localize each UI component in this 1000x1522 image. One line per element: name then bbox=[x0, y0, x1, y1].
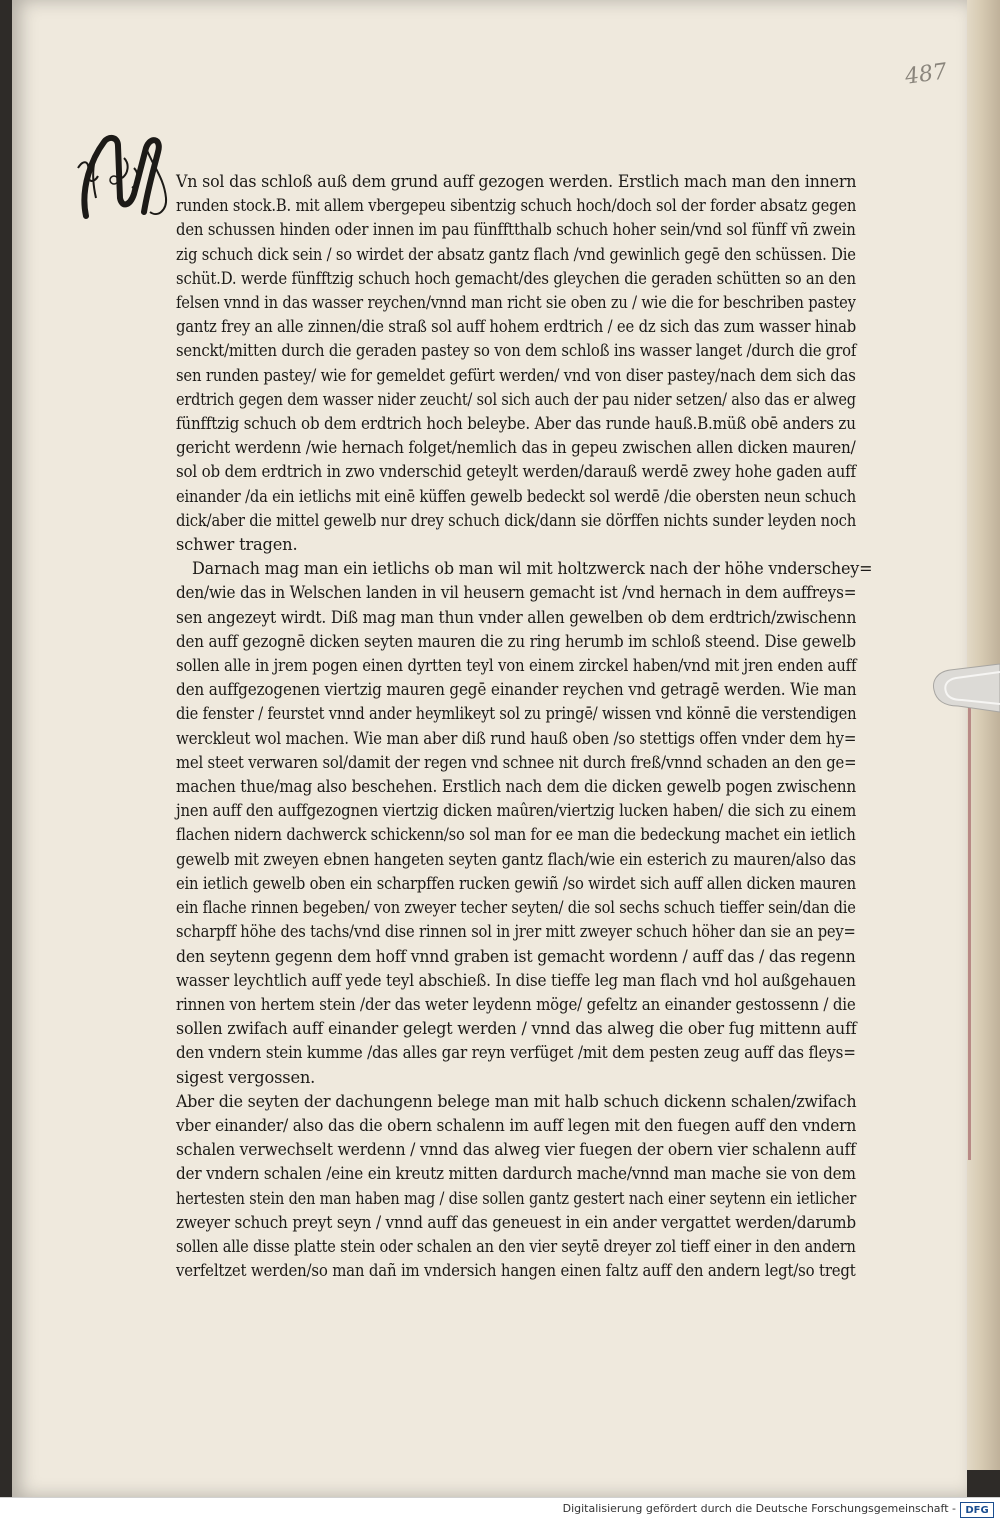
text-line: gericht werdenn /wie hernach folget/nemlich das in gepeu zwischen allen dicken mauren/ bbox=[176, 438, 856, 458]
text-line: den auff gezognē dicken seyten mauren die zu ring herumb im schloß steend. Dise gewelb bbox=[176, 631, 856, 651]
text-line: schwer tragen. bbox=[176, 535, 298, 555]
text-line: sol ob dem erdtrich in zwo vnderschid geteylt werden/darauß werdē zwey hohe gaden auff bbox=[176, 462, 856, 482]
text-line: die fenster / feurstet vnnd ander heymlikeyt sol zu pringē/ wissen vnd könnē die verstendigen bbox=[176, 704, 857, 724]
text-line: runden stock.B. mit allem vbergepeu sibentzig schuch hoch/doch sol der forder absatz gegen bbox=[176, 196, 857, 216]
text-line: fünfftzig schuch ob dem erdtrich hoch beleybe. Aber das runde hauß.B.müß obē anders zu bbox=[176, 414, 856, 434]
folio-number: 487 bbox=[903, 59, 949, 90]
text-line: schalen verwechselt werdenn / vnnd das alweg vier fuegen der obern vier schalenn auff bbox=[176, 1140, 856, 1160]
text-line: sollen alle in jrem pogen einen dyrtten teyl von einem zirckel haben/vnd mit jren enden auff bbox=[176, 656, 857, 676]
footer-bar bbox=[0, 1497, 1000, 1522]
page-clip bbox=[930, 662, 1000, 714]
text-line: Aber die seyten der dachungenn belege man mit halb schuch dickenn schalen/zwifach bbox=[176, 1091, 857, 1111]
text-line: den/wie das in Welschen landen in vil heusern gemacht ist /vnd hernach in dem auffreys= bbox=[176, 583, 857, 603]
text-line: den seytenn gegenn dem hoff vnnd graben ist gemacht wordenn / auff das / das regenn bbox=[176, 946, 856, 966]
text-line: sen runden pastey/ wie for gemeldet gefürt werden/ vnd von diser pastey/nach dem sich das bbox=[176, 365, 856, 385]
red-edge-line bbox=[968, 700, 971, 1160]
paragraph-2 bbox=[176, 557, 873, 1089]
text-line: verfeltzet werden/so man dañ im vndersich hangen einen faltz auff den andern legt/so tregt bbox=[176, 1261, 856, 1281]
text-line: den auffgezogenen viertzig mauren gegē einander reychen vnd getragē werden. Wie man bbox=[176, 680, 857, 700]
text-line: sen angezeyt wirdt. Diß mag man thun vnder allen gewelben ob dem erdtrich/zwischenn bbox=[176, 607, 857, 627]
text-line: Darnach mag man ein ietlichs ob man wil mit holtzwerck nach der höhe vnderschey= bbox=[192, 559, 873, 579]
text-line: dick/aber die mittel gewelb nur drey schuch dick/dann sie dörffen nichts sunder leyden noch bbox=[176, 510, 857, 530]
paragraph-3 bbox=[176, 1090, 857, 1284]
body-text bbox=[162, 170, 873, 1283]
text-line: sollen zwifach auff einander gelegt werden / vnnd das alweg die ober fug mittenn auff bbox=[176, 1019, 857, 1039]
text-line: flachen nidern dachwerck schickenn/so sol man for ee man die bedeckung machet ein ietlich bbox=[176, 825, 856, 845]
text-line: wasser leychtlich auff yede teyl abschieß. In dise tieffe leg man flach vnd hol außgehauen bbox=[176, 970, 856, 990]
footer-credit: Digitalisierung gefördert durch die Deutsche Forschungsgemeinschaft - bbox=[562, 1502, 956, 1515]
text-line: felsen vnnd in das wasser reychen/vnnd man richt sie oben zu / wie die for beschriben pastey bbox=[176, 293, 856, 313]
text-line: hertesten stein den man haben mag / dise sollen gantz gestert nach einer seytenn ein ietlicher bbox=[176, 1188, 857, 1208]
text-line: zweyer schuch preyt seyn / vnnd auff das geneuest in ein ander vergattet werden/darumb bbox=[176, 1212, 856, 1232]
text-line: Vn sol das schloß auß dem grund auff gezogen werden. Erstlich mach man den innern bbox=[176, 172, 857, 191]
text-line: ein flache rinnen begeben/ von zweyer techer seyten/ die sol sechs schuch tieffer sein/dan die bbox=[176, 898, 856, 918]
paragraph-1 bbox=[162, 170, 857, 557]
text-line: den schussen hinden oder innen im pau fünfftthalb schuch hoher sein/vnd sol fünff vñ zwein bbox=[176, 220, 856, 240]
text-line: rinnen von hertem stein /der das weter leydenn möge/ gefeltz an einander gestossenn / die bbox=[176, 994, 856, 1014]
text-line: senckt/mitten durch die geraden pastey so von dem schloß ins wasser langet /durch die grof bbox=[176, 341, 857, 361]
text-line: den vndern stein kumme /das alles gar reyn verfüget /mit dem pesten zeug auff das fleys= bbox=[176, 1043, 856, 1063]
dfg-logo: DFG bbox=[960, 1502, 994, 1518]
text-line: mel steet verwaren sol/damit der regen vnd schnee nit durch freß/vnnd schaden an den ge= bbox=[176, 752, 857, 772]
text-line: einander /da ein ietlichs mit einē küffen gewelb bedeckt sol werdē /die obersten neun schuch bbox=[176, 486, 857, 506]
text-line: zig schuch dick sein / so wirdet der absatz gantz flach /vnd gewinlich gegē den schüssen. Die bbox=[176, 244, 856, 264]
text-line: erdtrich gegen dem wasser nider zeucht/ sol sich auch der pau nider setzen/ also das er alweg bbox=[176, 389, 856, 409]
decorated-initial bbox=[74, 128, 170, 224]
text-line: ein ietlich gewelb oben ein scharpffen rucken gewiñ /so wirdet sich auff allen dicken mauren bbox=[176, 873, 856, 893]
text-line: jnen auff den auffgezognen viertzig dicken maûren/viertzig lucken haben/ die sich zu einem bbox=[176, 801, 857, 821]
text-line: gantz frey an alle zinnen/die straß sol auff hohem erdtrich / ee dz sich das zum wasser hinab bbox=[176, 317, 857, 337]
text-line: gewelb mit zweyen ebnen hangeten seyten gantz flach/wie ein esterich zu mauren/also das bbox=[176, 849, 856, 869]
text-line: schüt.D. werde fünfftzig schuch hoch gemacht/des gleychen die geraden schütten so an den bbox=[176, 268, 856, 288]
text-line: sollen alle disse platte stein oder schalen an den vier seytē dreyer zol tieff einer in den andern bbox=[176, 1236, 856, 1256]
text-line: der vndern schalen /eine ein kreutz mitten dardurch mache/vnnd man mache sie von dem bbox=[176, 1164, 856, 1184]
text-line: machen thue/mag also beschehen. Erstlich nach dem die dicken gewelb pogen zwischenn bbox=[176, 777, 857, 797]
text-line: werckleut wol machen. Wie man aber diß rund hauß oben /so stettigs offen vnder dem hy= bbox=[176, 728, 857, 748]
text-line: scharpff höhe des tachs/vnd dise rinnen sol in jrer mitt zweyer schuch höher dan sie an pey= bbox=[176, 922, 856, 942]
text-line: sigest vergossen. bbox=[176, 1067, 316, 1087]
book-page bbox=[12, 0, 967, 1497]
text-line: vber einander/ also das die obern schalenn im auff legen mit den fuegen auff den vndern bbox=[176, 1115, 857, 1135]
